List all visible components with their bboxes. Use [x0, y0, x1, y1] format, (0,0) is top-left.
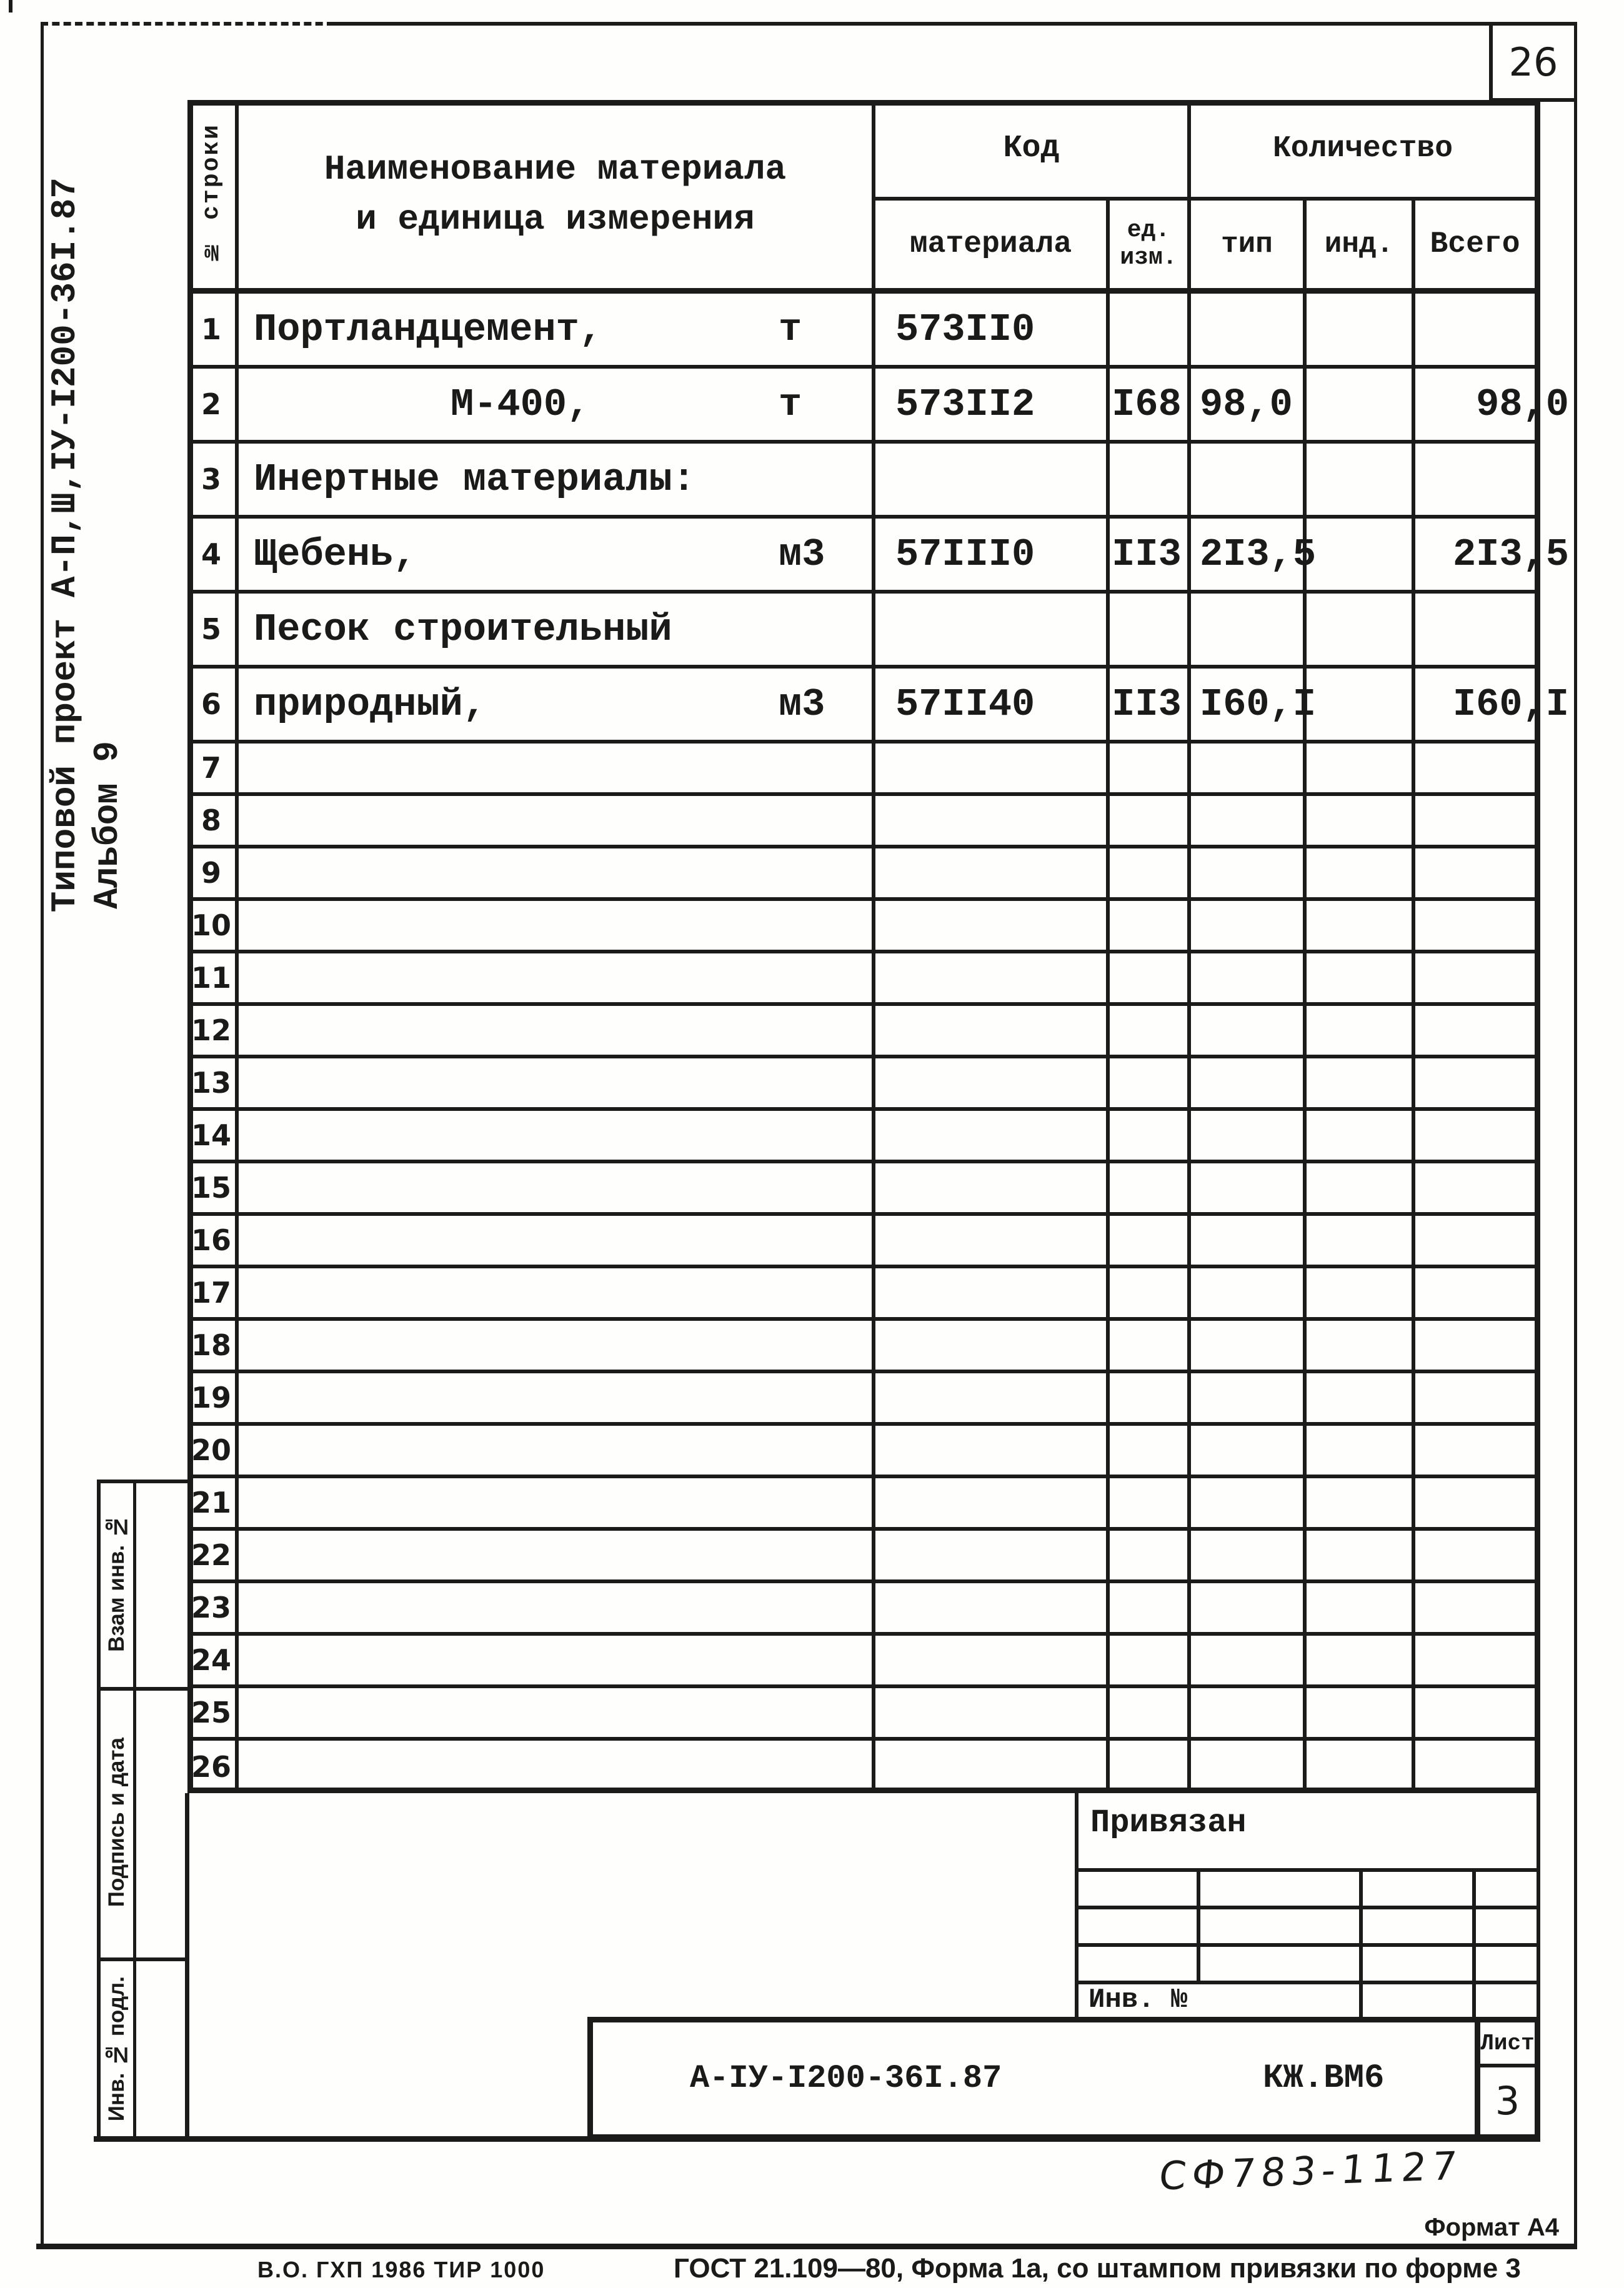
material-code-cell: 573II2 — [895, 382, 1035, 427]
qty-ind-cell — [1307, 848, 1412, 897]
material-unit: т — [779, 307, 802, 352]
unit-code-cell — [1110, 1426, 1183, 1475]
material-code-cell — [878, 1006, 1120, 1055]
material-name-cell: М-400, т — [241, 369, 1078, 440]
qty-ind-cell — [1307, 444, 1412, 515]
table-row — [187, 1006, 1540, 1058]
qty-ind-cell — [1307, 1478, 1412, 1527]
row-number-cell: 14 — [191, 1118, 231, 1152]
unit-code-cell — [1110, 1741, 1183, 1793]
qty-ind-cell — [1307, 669, 1412, 740]
print-info: В.О. ГХП 1986 ТИР 1000 — [257, 2257, 545, 2282]
header-unit-code-line1: ед. — [1127, 217, 1170, 244]
material-code-cell — [878, 953, 1120, 1002]
qty-total-cell — [1413, 953, 1569, 1002]
material-name-cell — [241, 796, 881, 845]
header-row-number — [187, 100, 235, 288]
row-number-cell: 4 — [201, 537, 221, 571]
header-code-group-label: Код — [1003, 131, 1060, 166]
qty-type-cell: 98,0 — [1200, 382, 1293, 427]
material-name-cell — [241, 1688, 881, 1737]
qty-total-cell: 98,0 — [1476, 382, 1569, 427]
qty-type-cell — [1191, 1531, 1309, 1579]
table-row — [187, 594, 1540, 669]
page-number: 26 — [1508, 39, 1558, 85]
qty-type-cell — [1191, 294, 1309, 365]
row-number-cell: 24 — [191, 1643, 231, 1677]
qty-ind-cell — [1307, 901, 1412, 950]
strip-right — [185, 1793, 189, 2140]
table-row — [187, 1111, 1540, 1163]
qty-ind-cell — [1307, 1163, 1412, 1212]
unit-code-cell — [1110, 1058, 1183, 1107]
qty-total-cell — [1413, 1426, 1569, 1475]
qty-type-cell — [1191, 1426, 1309, 1475]
unit-code-cell — [1110, 848, 1183, 897]
qty-total-cell — [1413, 1111, 1569, 1160]
row-number-cell: 20 — [191, 1433, 231, 1467]
material-name-cell — [241, 1321, 881, 1370]
material-code-cell — [878, 1216, 1120, 1265]
table-row — [187, 1688, 1540, 1741]
header-qty-type-label: тип — [1221, 228, 1273, 261]
material-code-cell — [878, 901, 1120, 950]
stamp-divider — [1475, 2022, 1480, 2134]
binding-grid-h1 — [1075, 1868, 1540, 1872]
qty-type-cell — [1191, 1583, 1309, 1632]
unit-code-cell — [1110, 594, 1183, 665]
material-code-cell — [878, 1163, 1120, 1212]
header-code-material-label: материала — [909, 227, 1072, 261]
qty-total-cell — [1413, 1006, 1569, 1055]
row-number-cell: 8 — [201, 803, 221, 837]
qty-type-cell — [1191, 1373, 1309, 1422]
unit-code-cell — [1110, 1268, 1183, 1317]
gost-reference: ГОСТ 21.109—80, Форма 1а, со штампом привязки по форме 3 — [674, 2253, 1521, 2284]
qty-type-cell: 2I3,5 — [1200, 532, 1317, 577]
material-name-cell — [241, 1636, 881, 1684]
qty-total-cell — [1413, 1636, 1569, 1684]
unit-code-cell — [1110, 953, 1183, 1002]
binding-grid-h3 — [1075, 1943, 1540, 1947]
unit-code-cell — [1110, 744, 1183, 792]
header-material-name — [241, 100, 869, 288]
qty-total-cell — [1413, 1268, 1569, 1317]
unit-code-cell — [1110, 1163, 1183, 1212]
row-number-cell: 22 — [191, 1538, 231, 1572]
strip-section-podpis — [101, 1691, 133, 1954]
material-name-cell — [241, 1741, 881, 1793]
binding-grid-v2 — [1359, 1868, 1363, 2017]
binding-grid-v3 — [1472, 1868, 1476, 2017]
row-number-cell: 13 — [191, 1066, 231, 1100]
table-row — [187, 796, 1540, 848]
qty-type-cell — [1191, 901, 1309, 950]
corner-mark — [9, 0, 12, 12]
material-code-cell — [878, 1321, 1120, 1370]
row-number-cell: 7 — [201, 751, 221, 785]
material-code-cell — [878, 1268, 1120, 1317]
material-code-cell — [878, 1426, 1120, 1475]
table-row — [187, 1163, 1540, 1216]
qty-total-cell — [1413, 744, 1569, 792]
frame-top-dashed — [41, 22, 334, 26]
unit-code-cell — [1110, 796, 1183, 845]
album-side-text — [85, 737, 130, 912]
stamp-document-code: КЖ.ВМ6 — [1263, 2059, 1385, 2097]
qty-type-cell — [1191, 594, 1309, 665]
material-unit: т — [779, 382, 802, 427]
qty-ind-cell — [1307, 1111, 1412, 1160]
material-code-cell — [878, 594, 1120, 665]
table-row — [187, 1216, 1540, 1268]
material-name-cell — [241, 1373, 881, 1422]
table-row — [187, 1531, 1540, 1583]
material-name-cell — [241, 1163, 881, 1212]
header-material-name-line1: Наименование материала — [324, 149, 787, 189]
material-code-cell — [878, 1688, 1120, 1737]
qty-total-cell — [1413, 1583, 1569, 1632]
material-name-cell — [241, 1531, 881, 1579]
material-unit: м3 — [779, 532, 825, 577]
unit-code-cell — [1110, 1216, 1183, 1265]
material-code-cell — [878, 1111, 1120, 1160]
material-name-cell: Щебень, м3 — [241, 519, 881, 590]
binding-grid-v1 — [1197, 1868, 1200, 1981]
material-name-cell: Инертные материалы: — [254, 457, 695, 502]
table-row — [187, 669, 1569, 744]
qty-ind-cell — [1307, 1216, 1412, 1265]
unit-code-cell — [1110, 901, 1183, 950]
stamp-sheet-label: Лист — [1480, 2030, 1535, 2056]
row-number-cell: 19 — [191, 1381, 231, 1415]
unit-code-cell — [1110, 1688, 1183, 1737]
row-number-cell: 5 — [201, 612, 221, 646]
table-row — [187, 1583, 1540, 1636]
unit-code-cell — [1110, 444, 1183, 515]
qty-ind-cell — [1307, 519, 1412, 590]
qty-total-cell — [1413, 1373, 1569, 1422]
qty-total-cell — [1413, 1531, 1569, 1579]
unit-code-cell — [1110, 1636, 1183, 1684]
material-unit: м3 — [779, 682, 825, 727]
stamp-project-code: А-IУ-I200-36I.87 — [690, 2060, 1002, 2097]
handwritten-mark: СФ783-1127 — [1157, 2142, 1465, 2199]
qty-type-cell — [1191, 1321, 1309, 1370]
header-qty-type — [1191, 201, 1303, 288]
material-code-cell — [878, 1531, 1120, 1579]
qty-type-cell — [1191, 444, 1309, 515]
binding-inventory-label: Инв. № — [1088, 1984, 1188, 2016]
header-quantity-group-label: Количество — [1272, 131, 1453, 166]
qty-total-cell: 2I3,5 — [1452, 532, 1569, 577]
table-row — [187, 744, 1540, 796]
qty-type-cell: I60,I — [1200, 682, 1317, 727]
qty-ind-cell — [1307, 1426, 1412, 1475]
material-code-cell — [878, 1583, 1120, 1632]
qty-total-cell — [1413, 1216, 1569, 1265]
table-row — [187, 848, 1540, 901]
qty-ind-cell — [1307, 369, 1412, 440]
row-number-cell: 1 — [201, 312, 221, 346]
table-row — [187, 1268, 1540, 1321]
table-row — [187, 1741, 1540, 1793]
header-qty-ind-label: инд. — [1324, 228, 1394, 261]
material-code-cell — [878, 1478, 1120, 1527]
material-name-cell — [241, 901, 881, 950]
header-row-number-label: № строки — [197, 123, 225, 265]
material-name-cell — [241, 1268, 881, 1317]
qty-type-cell — [1191, 1636, 1309, 1684]
qty-ind-cell — [1307, 1688, 1412, 1737]
row-number-cell: 6 — [201, 687, 221, 721]
material-name-cell: Портландцемент, т — [241, 294, 881, 365]
qty-type-cell — [1191, 848, 1309, 897]
qty-ind-cell — [1307, 1741, 1412, 1793]
qty-total-cell — [1413, 848, 1569, 897]
qty-ind-cell — [1307, 294, 1412, 365]
material-name-cell — [241, 953, 881, 1002]
project-side-text-line: Типовой проект А-П,Ш,IУ-I200-36I.87 — [45, 177, 85, 913]
qty-ind-cell — [1307, 953, 1412, 1002]
frame-right — [1574, 22, 1577, 2246]
row-number-cell: 15 — [191, 1171, 231, 1205]
album-side-text-line: Альбом 9 — [87, 740, 127, 909]
qty-total-cell — [1413, 1163, 1569, 1212]
material-code-cell: 57III0 — [895, 532, 1035, 577]
qty-type-cell — [1191, 1163, 1309, 1212]
material-code-cell — [878, 1058, 1120, 1107]
table-row — [187, 369, 1569, 444]
qty-total-cell — [1413, 1741, 1569, 1793]
material-name-cell — [241, 1111, 881, 1160]
material-code-cell — [878, 444, 1120, 515]
table-row — [187, 953, 1540, 1006]
row-number-cell: 26 — [191, 1750, 231, 1784]
material-name-cell — [241, 848, 881, 897]
header-unit-code-line2: изм. — [1120, 244, 1177, 271]
unit-code-cell — [1110, 294, 1183, 365]
material-code-cell: 57II40 — [895, 682, 1035, 727]
qty-ind-cell — [1307, 1583, 1412, 1632]
qty-type-cell — [1191, 953, 1309, 1002]
strip-section-vzam — [101, 1483, 133, 1683]
qty-ind-cell — [1307, 1321, 1412, 1370]
qty-total-cell — [1413, 1321, 1569, 1370]
material-code-cell — [878, 1741, 1120, 1793]
qty-total-cell — [1413, 1478, 1569, 1527]
row-number-cell: 16 — [191, 1223, 231, 1257]
qty-total-cell: I60,I — [1452, 682, 1569, 727]
unit-code-cell: I68 — [1112, 382, 1182, 427]
unit-code-cell: II3 — [1112, 532, 1182, 577]
qty-ind-cell — [1307, 1636, 1412, 1684]
strip-mid — [133, 1480, 136, 2140]
qty-total-cell — [1413, 444, 1569, 515]
material-name-cell — [241, 1006, 881, 1055]
table-row — [187, 1426, 1540, 1478]
table-row — [187, 519, 1569, 594]
qty-total-cell — [1413, 1688, 1569, 1737]
table-row — [187, 1321, 1540, 1373]
table-row — [187, 1373, 1540, 1426]
project-side-text — [40, 178, 90, 912]
header-quantity-group — [1191, 100, 1535, 197]
unit-code-cell — [1110, 1111, 1183, 1160]
unit-code-cell — [1110, 1321, 1183, 1370]
material-code-cell: 573II0 — [895, 307, 1035, 352]
row-number-cell: 11 — [191, 961, 231, 995]
binding-grid-h2 — [1075, 1906, 1540, 1909]
table-row — [187, 1478, 1540, 1531]
qty-ind-cell — [1307, 1373, 1412, 1422]
row-number-cell: 10 — [191, 908, 231, 942]
strip-section-inv-label: Инв. № подл. — [104, 1976, 129, 2122]
qty-total-cell — [1413, 901, 1569, 950]
row-number-cell: 3 — [201, 462, 221, 496]
table-row — [187, 1058, 1540, 1111]
qty-ind-cell — [1307, 1268, 1412, 1317]
material-code-cell — [878, 1636, 1120, 1684]
header-material-name-line2: и единица измерения — [356, 199, 755, 239]
row-number-cell: 25 — [191, 1696, 231, 1729]
qty-type-cell — [1191, 1058, 1309, 1107]
unit-code-cell — [1110, 1478, 1183, 1527]
unit-code-cell: II3 — [1112, 682, 1182, 727]
table-row — [187, 901, 1540, 953]
material-name-cell — [241, 1478, 881, 1527]
material-name-cell — [241, 1426, 881, 1475]
material-code-cell — [878, 1373, 1120, 1422]
material-code-cell — [878, 848, 1120, 897]
qty-type-cell — [1191, 1741, 1309, 1793]
qty-type-cell — [1191, 796, 1309, 845]
unit-code-cell — [1110, 1583, 1183, 1632]
qty-type-cell — [1191, 1688, 1309, 1737]
qty-type-cell — [1191, 1006, 1309, 1055]
qty-type-cell — [1191, 1478, 1309, 1527]
qty-ind-cell — [1307, 594, 1412, 665]
qty-total-cell — [1413, 796, 1569, 845]
strip-section-vzam-label: Взам инв. № — [104, 1515, 129, 1652]
qty-total-cell — [1413, 1058, 1569, 1107]
qty-ind-cell — [1307, 744, 1412, 792]
frame-top — [331, 22, 1577, 26]
materials-table — [187, 100, 1569, 1793]
material-name-cell — [241, 744, 881, 792]
row-number-cell: 21 — [191, 1486, 231, 1520]
qty-ind-cell — [1307, 1058, 1412, 1107]
header-qty-total-label: Всего — [1430, 227, 1520, 261]
material-name-cell — [241, 1216, 881, 1265]
qty-type-cell — [1191, 744, 1309, 792]
format-label: Формат А4 — [1424, 2214, 1559, 2241]
unit-code-cell — [1110, 1531, 1183, 1579]
qty-type-cell — [1191, 1111, 1309, 1160]
strip-section-podpis-label: Подпись и дата — [104, 1737, 129, 1907]
table-row — [187, 294, 1540, 369]
header-bottom-line — [187, 288, 1540, 294]
qty-ind-cell — [1307, 796, 1412, 845]
material-name-cell: природный, м3 — [241, 669, 881, 740]
row-number-cell: 23 — [191, 1591, 231, 1624]
row-number-cell: 17 — [191, 1276, 231, 1310]
qty-type-cell — [1191, 1268, 1309, 1317]
row-number-cell: 18 — [191, 1328, 231, 1362]
header-qty-ind — [1307, 201, 1412, 288]
table-row — [187, 1636, 1540, 1688]
header-qty-total — [1415, 201, 1535, 288]
qty-type-cell — [1191, 1216, 1309, 1265]
qty-total-cell — [1413, 294, 1569, 365]
strip-section-inv — [101, 1961, 133, 2136]
material-code-cell — [878, 744, 1120, 792]
stamp-sheet-number: 3 — [1495, 2078, 1520, 2124]
material-name-cell — [241, 1058, 881, 1107]
qty-total-cell — [1413, 594, 1569, 665]
header-code-material — [875, 201, 1106, 288]
frame-bottom — [36, 2244, 1577, 2249]
row-number-cell: 2 — [201, 387, 221, 421]
unit-code-cell — [1110, 1373, 1183, 1422]
header-code-group — [875, 100, 1187, 197]
binding-title: Привязан — [1090, 1804, 1247, 1841]
unit-code-cell — [1110, 1006, 1183, 1055]
row-number-cell: 12 — [191, 1013, 231, 1047]
material-code-cell — [878, 796, 1120, 845]
qty-ind-cell — [1307, 1006, 1412, 1055]
material-name-cell: Песок строительный — [254, 607, 672, 652]
title-stamp — [587, 2017, 1540, 2140]
qty-ind-cell — [1307, 1531, 1412, 1579]
header-unit-code — [1110, 201, 1187, 288]
row-number-cell: 9 — [201, 856, 221, 890]
table-row — [187, 444, 1540, 519]
material-name-cell — [241, 1583, 881, 1632]
